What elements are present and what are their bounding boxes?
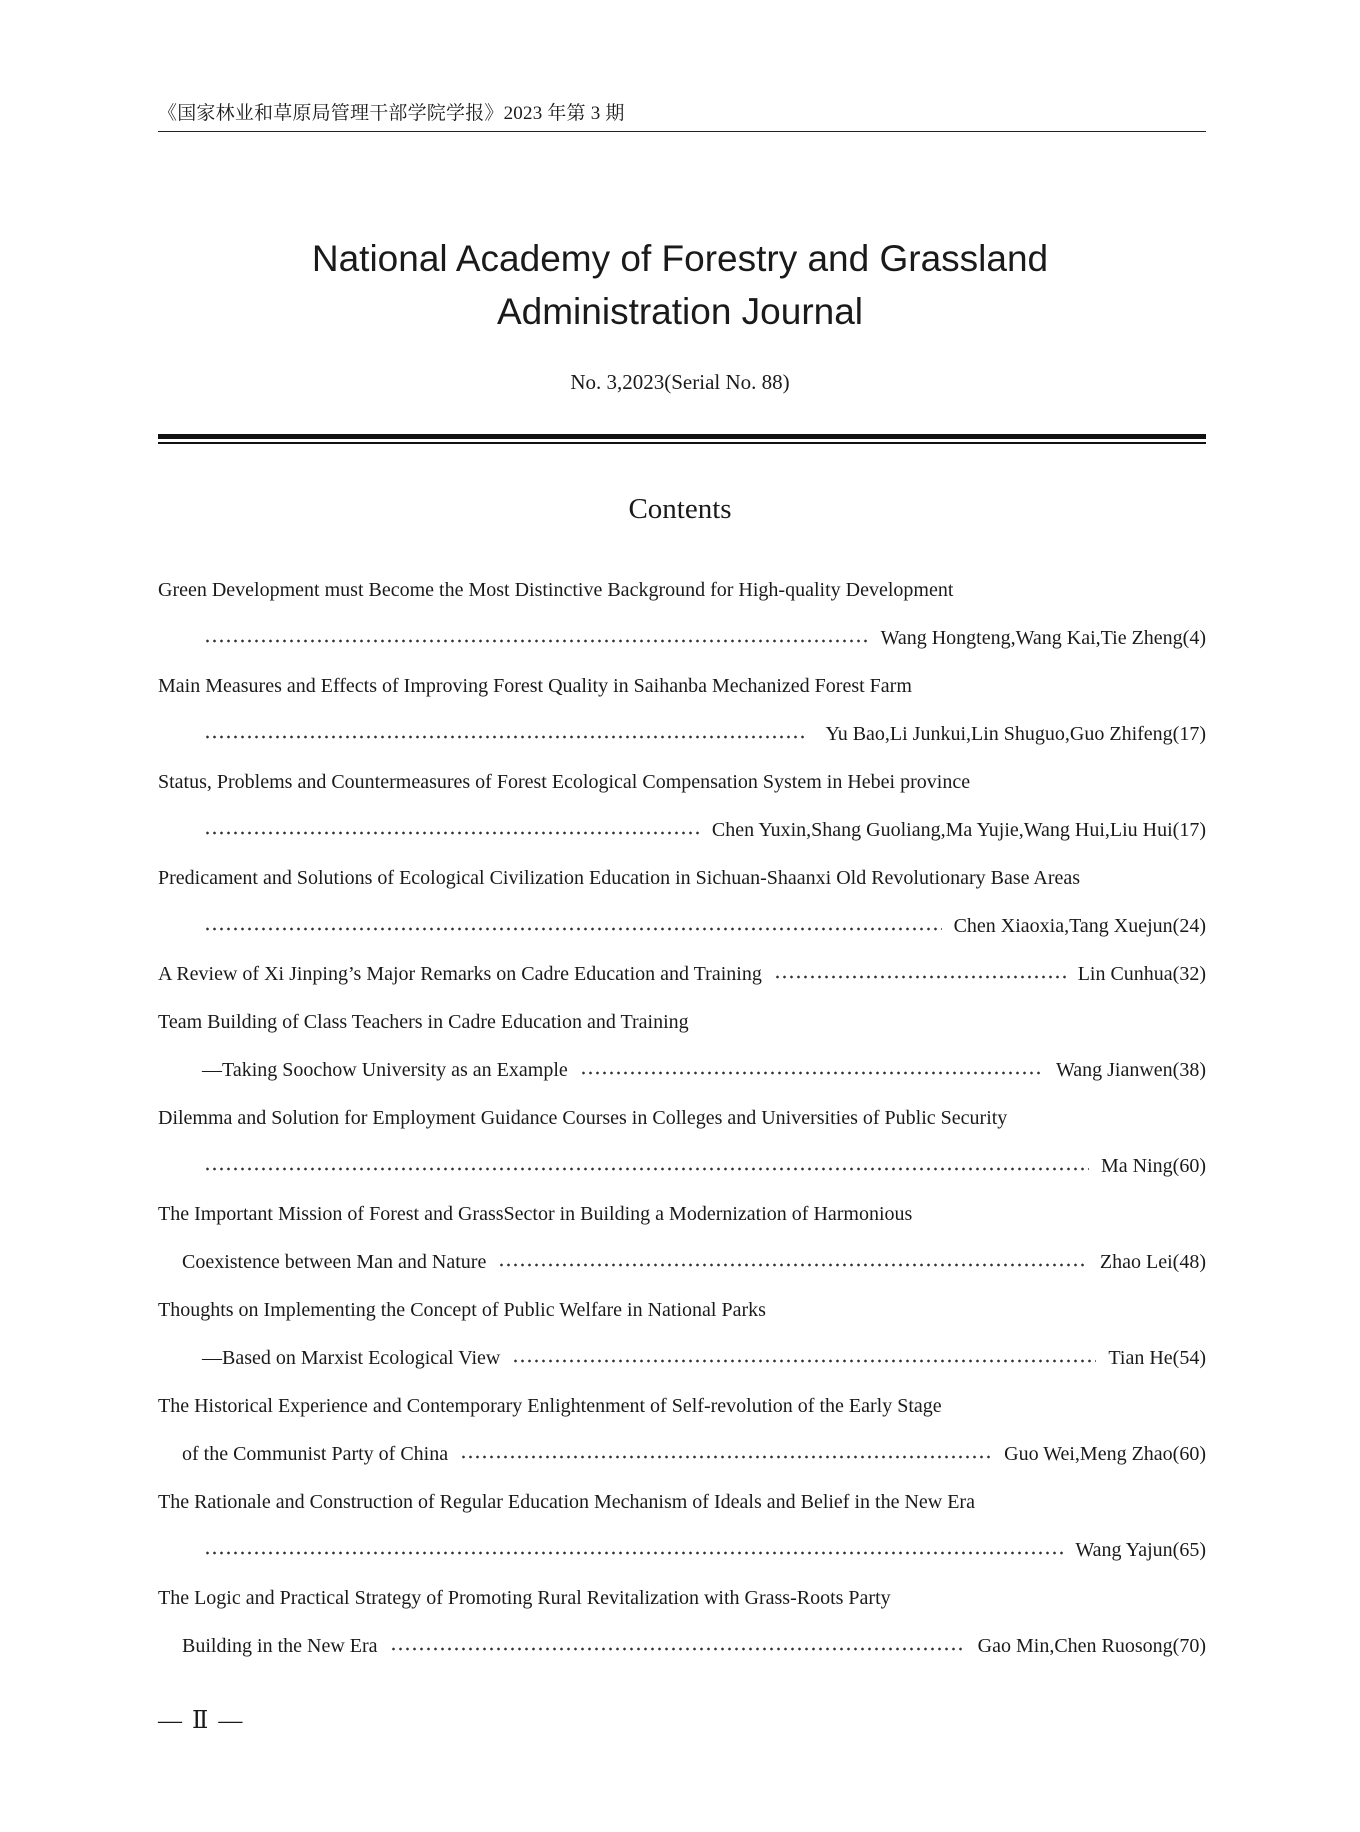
toc-entry-continuation-line [158,1430,1206,1478]
journal-title-line-1: National Academy of Forestry and Grassland [311,238,1049,279]
toc-entry-title[interactable] [158,950,1206,998]
entry-authors: Chen Xiaoxia,Tang Xuejun(24) [953,915,1206,937]
toc-entry-continuation-line [158,1622,1206,1670]
toc-entry-authors-line [158,806,1206,854]
entry-subtitle: —Taking Soochow University as an Example [202,1059,568,1081]
toc-entry-continuation-line [158,1238,1206,1286]
issue-info: No. 3,2023(Serial No. 88) [570,370,790,394]
entry-authors: Zhao Lei(48) [1099,1251,1206,1273]
entry-title-continuation: Building in the New Era [182,1635,378,1657]
double-rule-thin [158,442,1206,444]
toc-entry-title[interactable] [158,758,1206,806]
toc-entry-title[interactable] [158,566,1206,614]
entry-title[interactable]: Thoughts on Implementing the Concept of Public Welfare in National Parks [158,1299,766,1321]
dot-leader [204,735,807,739]
entry-title-continuation: Coexistence between Man and Nature [182,1251,487,1273]
entry-title[interactable]: Dilemma and Solution for Employment Guidance Courses in Colleges and Universities of Public Security [158,1107,1008,1129]
entry-title[interactable]: Main Measures and Effects of Improving Forest Quality in Saihanba Mechanized Forest Farm [158,675,912,697]
dot-leader [204,831,700,835]
entry-authors: Yu Bao,Li Junkui,Lin Shuguo,Guo Zhifeng(17) [825,723,1206,745]
entry-authors: Lin Cunhua(32) [1077,963,1206,985]
page-number: — Ⅱ — [158,1708,245,1734]
entry-authors: Wang Jianwen(38) [1055,1059,1206,1081]
entry-authors: Gao Min,Chen Ruosong(70) [977,1635,1206,1657]
entry-authors: Guo Wei,Meng Zhao(60) [1004,1443,1206,1465]
entry-title[interactable]: Predicament and Solutions of Ecological Civilization Education in Sichuan-Shaanxi Old Revolutionary Base Areas [158,867,1081,889]
running-head: 《国家林业和草原局管理干部学院学报》2023 年第 3 期 [158,103,625,124]
entry-authors: Wang Hongteng,Wang Kai,Tie Zheng(4) [880,627,1206,649]
toc-entry-authors-line [158,710,1206,758]
toc-entry-subtitle-line [158,1046,1206,1094]
toc-entry-authors-line [158,614,1206,662]
dot-leader [774,975,1066,979]
entry-title[interactable]: Team Building of Class Teachers in Cadre Education and Training [158,1011,689,1033]
toc-entry-title[interactable] [158,662,1206,710]
entry-title[interactable]: The Rationale and Construction of Regular Education Mechanism of Ideals and Belief in the New Era [158,1491,975,1513]
journal-title [0,232,1360,338]
toc-entry-title[interactable] [158,1286,1206,1334]
toc-entry-authors-line [158,902,1206,950]
toc-entry-authors-line [158,1142,1206,1190]
entry-title[interactable]: The Historical Experience and Contemporary Enlightenment of Self-revolution of the Early Stage [158,1395,942,1417]
entry-authors: Chen Yuxin,Shang Guoliang,Ma Yujie,Wang Hui,Liu Hui(17) [711,819,1206,841]
entry-title[interactable]: The Important Mission of Forest and GrassSector in Building a Modernization of Harmonious [158,1203,913,1225]
table-of-contents [158,566,1206,1670]
entry-title[interactable]: Status, Problems and Countermeasures of Forest Ecological Compensation System in Hebei province [158,771,971,793]
dot-leader [498,1263,1088,1267]
dot-leader [204,1551,1063,1555]
dot-leader [512,1359,1096,1363]
dot-leader [460,1455,992,1459]
entry-title[interactable]: Green Development must Become the Most Distinctive Background for High-quality Development [158,579,954,601]
double-rule-thick [158,434,1206,439]
dot-leader [390,1647,966,1651]
entry-subtitle: —Based on Marxist Ecological View [202,1347,501,1369]
dot-leader [204,927,942,931]
entry-title-continuation: of the Communist Party of China [182,1443,449,1465]
entry-title[interactable]: A Review of Xi Jinping’s Major Remarks on Cadre Education and Training [158,963,762,985]
toc-entry-subtitle-line [158,1334,1206,1382]
journal-title-line-2: Administration Journal [496,291,864,332]
toc-entry-title[interactable] [158,1094,1206,1142]
toc-entry-title[interactable] [158,854,1206,902]
dot-leader [580,1071,1044,1075]
toc-entry-title[interactable] [158,998,1206,1046]
dot-leader [204,639,869,643]
toc-entry-title[interactable] [158,1478,1206,1526]
dot-leader [204,1167,1089,1171]
header-rule [158,131,1206,132]
entry-authors: Ma Ning(60) [1101,1155,1206,1177]
entry-title[interactable]: The Logic and Practical Strategy of Promoting Rural Revitalization with Grass-Roots Party [158,1587,891,1609]
toc-entry-title[interactable] [158,1190,1206,1238]
toc-entry-authors-line [158,1526,1206,1574]
entry-authors: Tian He(54) [1108,1347,1206,1369]
contents-heading: Contents [628,493,732,525]
toc-entry-title[interactable] [158,1574,1206,1622]
entry-authors: Wang Yajun(65) [1075,1539,1206,1561]
toc-entry-title[interactable] [158,1382,1206,1430]
